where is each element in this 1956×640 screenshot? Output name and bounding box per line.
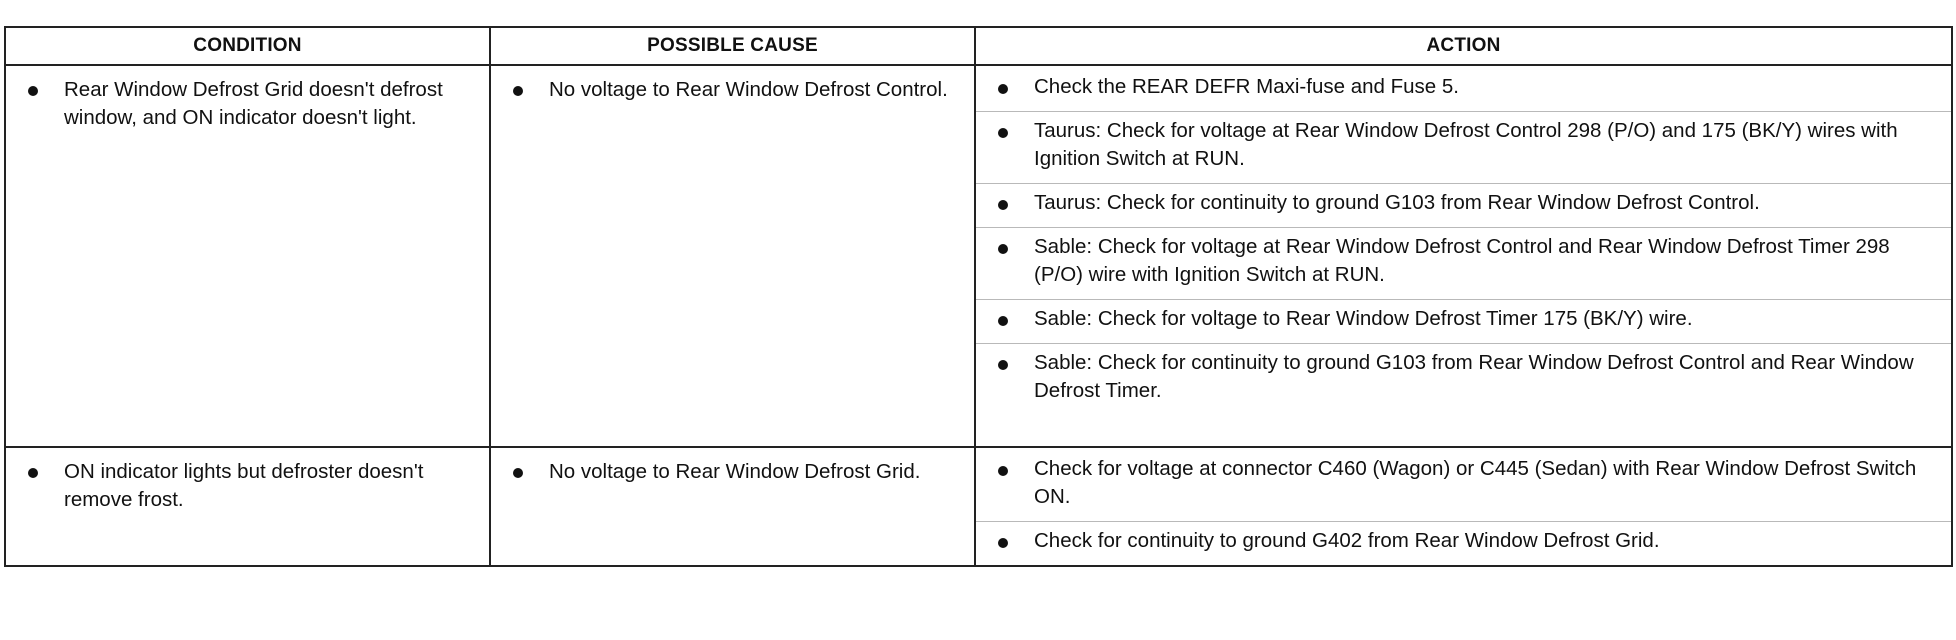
action-text: Sable: Check for voltage to Rear Window Defrost Timer 175 (BK/Y) wire.	[1034, 307, 1693, 330]
action-text: Sable: Check for voltage at Rear Window Defrost Control and Rear Window Defrost Timer 298 (P/O) wire with Ignition Switch at RUN.	[1034, 235, 1890, 286]
bullet-icon	[998, 200, 1008, 210]
diagnosis-table	[4, 26, 1953, 567]
bullet-icon	[513, 468, 523, 478]
bullet-icon	[998, 128, 1008, 138]
condition-cell	[5, 65, 490, 447]
bullet-icon	[998, 244, 1008, 254]
action-item	[976, 299, 1951, 343]
cause-cell	[490, 65, 975, 447]
bullet-icon	[513, 86, 523, 96]
action-text: Check for voltage at connector C460 (Wagon) or C445 (Sedan) with Rear Window Defrost Switch ON.	[1034, 457, 1917, 508]
cause-cell	[490, 447, 975, 566]
action-text: Check for continuity to ground G402 from Rear Window Defrost Grid.	[1034, 529, 1660, 552]
cause-text: No voltage to Rear Window Defrost Control.	[549, 78, 948, 101]
bullet-icon	[28, 86, 38, 96]
condition-item	[24, 458, 473, 514]
diagnosis-page	[4, 26, 1951, 567]
bullet-icon	[998, 538, 1008, 548]
cause-text: No voltage to Rear Window Defrost Grid.	[549, 460, 921, 483]
bullet-icon	[998, 466, 1008, 476]
condition-text: ON indicator lights but defroster doesn't remove frost.	[64, 460, 424, 511]
header-condition: CONDITION	[5, 27, 490, 65]
cause-item	[509, 458, 958, 486]
action-item	[976, 111, 1951, 183]
bullet-icon	[28, 468, 38, 478]
bullet-icon	[998, 360, 1008, 370]
action-text: Taurus: Check for continuity to ground G103 from Rear Window Defrost Control.	[1034, 191, 1760, 214]
header-possible-cause: POSSIBLE CAUSE	[490, 27, 975, 65]
condition-cell	[5, 447, 490, 566]
action-cell	[975, 65, 1952, 447]
action-cell	[975, 447, 1952, 566]
action-item	[976, 448, 1951, 521]
header-action: ACTION	[975, 27, 1952, 65]
action-text: Sable: Check for continuity to ground G103 from Rear Window Defrost Control and Rear Window Defrost Timer.	[1034, 351, 1914, 402]
table-row	[5, 65, 1952, 447]
table-row	[5, 447, 1952, 566]
action-item	[976, 227, 1951, 299]
action-item	[976, 66, 1951, 111]
action-text: Taurus: Check for voltage at Rear Window Defrost Control 298 (P/O) and 175 (BK/Y) wires with Ignition Switch at RUN.	[1034, 119, 1898, 170]
header-row	[5, 27, 1952, 65]
action-text: Check the REAR DEFR Maxi-fuse and Fuse 5.	[1034, 75, 1459, 98]
condition-item	[24, 76, 473, 132]
action-item	[976, 343, 1951, 415]
bullet-icon	[998, 84, 1008, 94]
action-list	[976, 66, 1951, 415]
action-item	[976, 183, 1951, 227]
condition-text: Rear Window Defrost Grid doesn't defrost window, and ON indicator doesn't light.	[64, 78, 443, 129]
bullet-icon	[998, 316, 1008, 326]
action-item	[976, 521, 1951, 565]
action-list	[976, 448, 1951, 565]
cause-item	[509, 76, 958, 104]
